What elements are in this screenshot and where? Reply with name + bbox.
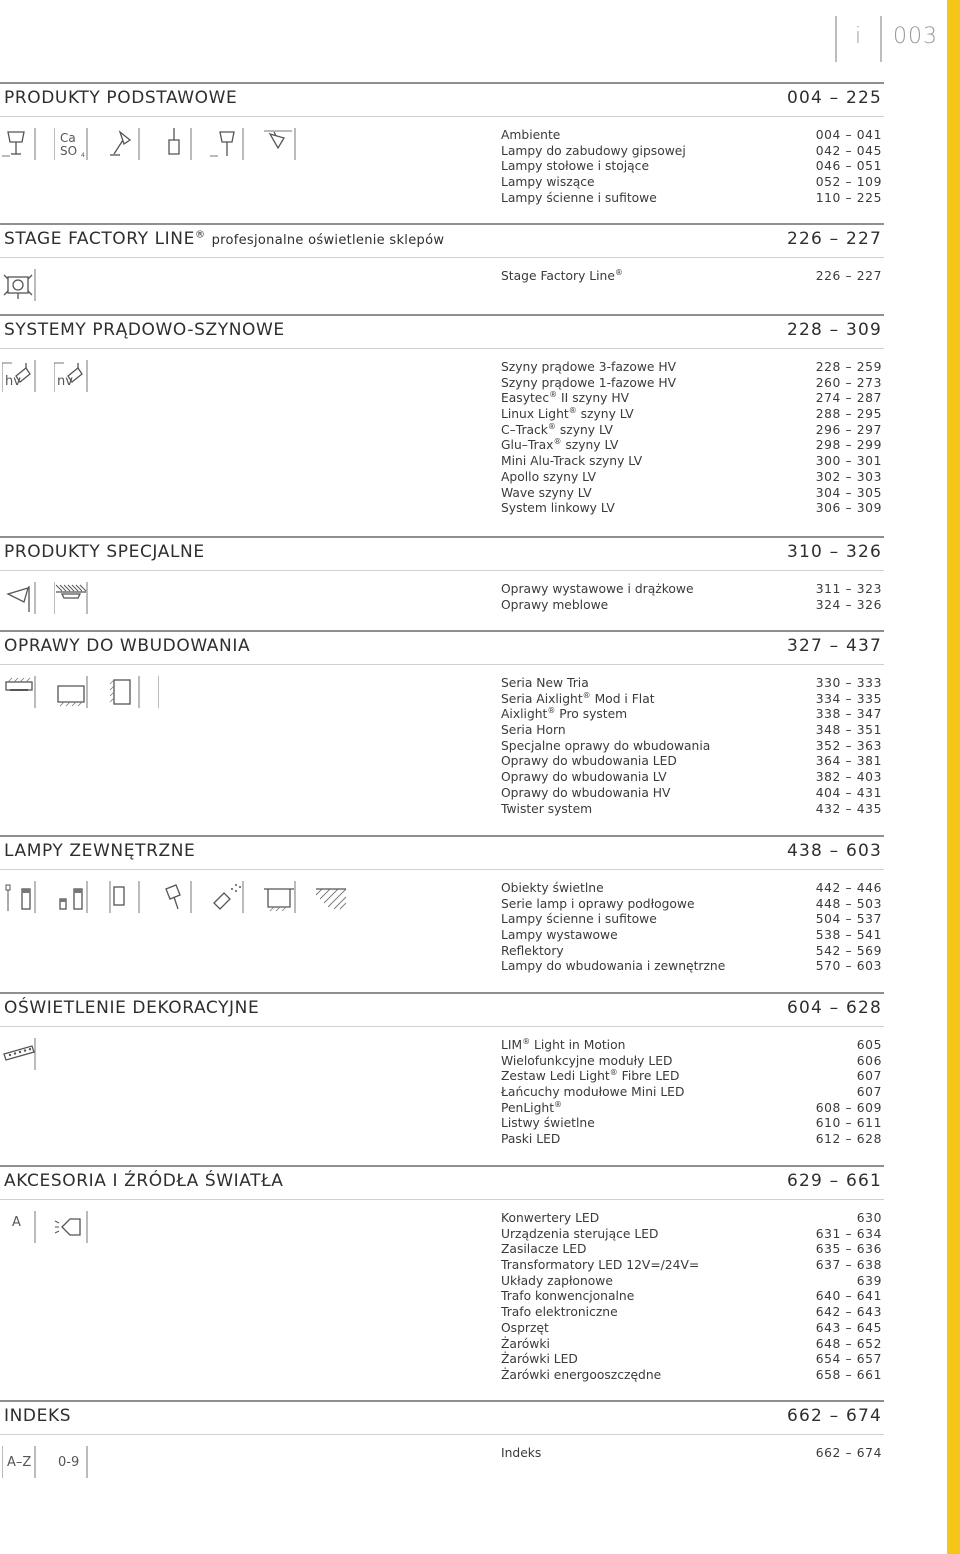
section-items xyxy=(501,269,882,285)
list-item: Zestaw Ledi Light® Fibre LED 607 xyxy=(501,1068,882,1084)
list-item: Seria Aixlight® Mod i Flat 334 – 335 xyxy=(501,690,882,706)
bollard-icon xyxy=(2,881,36,913)
section-items xyxy=(501,1038,882,1148)
furniture-light-icon xyxy=(54,582,88,614)
section-page-range: 604 – 628 xyxy=(786,998,882,1018)
list-item: Lampy wiszące 052 – 109 xyxy=(501,175,882,190)
list-item: Szyny prądowe 1-fazowe HV 260 – 273 xyxy=(501,375,882,390)
list-item: Osprzęt 643 – 645 xyxy=(501,1320,882,1335)
track-hv-icon: hv xyxy=(2,360,36,392)
list-item: Ambiente 004 – 041 xyxy=(501,128,882,142)
chapter-label: i xyxy=(854,24,862,49)
list-item: Listwy świetlne 610 – 611 xyxy=(501,1116,882,1131)
section-title: PRODUKTY SPECJALNE xyxy=(4,542,205,562)
list-item: Żarówki LED 654 – 657 xyxy=(501,1352,882,1367)
section-page-range: 629 – 661 xyxy=(786,1171,882,1191)
section-subrule xyxy=(0,1026,884,1027)
section-subrule xyxy=(0,1434,884,1435)
list-item: Mini Alu-Track szyny LV 300 – 301 xyxy=(501,454,882,469)
section-items xyxy=(501,582,882,613)
list-item: Konwertery LED 630 xyxy=(501,1211,882,1225)
list-item: Łańcuchy modułowe Mini LED 607 xyxy=(501,1085,882,1100)
ground-recessed-icon xyxy=(262,881,296,913)
section-page-range: 228 – 309 xyxy=(786,320,882,340)
list-item: Apollo szyny LV 302 – 303 xyxy=(501,469,882,484)
section-rule xyxy=(0,992,884,994)
list-item: Urządzenia sterujące LED 631 – 634 xyxy=(501,1226,882,1241)
list-item: Oprawy do wbudowania LV 382 – 403 xyxy=(501,770,882,785)
list-item: Lampy ścienne i sufitowe 504 – 537 xyxy=(501,912,882,927)
section-icons xyxy=(2,881,366,915)
list-item: Reflektory 542 – 569 xyxy=(501,943,882,958)
section-items xyxy=(501,360,882,517)
list-item: Zasilacze LED 635 – 636 xyxy=(501,1242,882,1257)
list-item: Żarówki 648 – 652 xyxy=(501,1336,882,1351)
list-item: LIM® Light in Motion 605 xyxy=(501,1036,882,1052)
section-title: AKCESORIA I ŹRÓDŁA ŚWIATŁA xyxy=(4,1171,284,1191)
list-item: Obiekty świetlne 442 – 446 xyxy=(501,881,882,895)
recessed-wall-icon xyxy=(106,676,140,708)
section-subrule xyxy=(0,664,884,665)
section-page-range: 310 – 326 xyxy=(786,542,882,562)
display-light-icon xyxy=(2,582,36,614)
section-icons xyxy=(2,1446,106,1480)
section-page-range: 226 – 227 xyxy=(786,229,882,249)
section-items xyxy=(501,881,882,975)
list-item: Oprawy wystawowe i drążkowe 311 – 323 xyxy=(501,582,882,596)
section-subrule xyxy=(0,869,884,870)
svg-text:SO: SO xyxy=(60,144,78,158)
list-item: PenLight® 608 – 609 xyxy=(501,1099,882,1115)
section-title: OŚWIETLENIE DEKORACYJNE xyxy=(4,998,260,1018)
spotlight-icon xyxy=(2,269,36,301)
table-lamp-icon xyxy=(106,128,140,160)
led-strip-icon xyxy=(2,1038,36,1070)
list-item: Trafo konwencjonalne 640 – 641 xyxy=(501,1289,882,1304)
index-az-icon: A–Z xyxy=(7,1455,32,1470)
section-icons xyxy=(2,582,106,616)
list-item: Twister system 432 – 435 xyxy=(501,801,882,816)
recessed-floor-icon xyxy=(158,676,192,708)
list-item: Lampy ścienne i sufitowe 110 – 225 xyxy=(501,190,882,205)
list-item: System linkowy LV 306 – 309 xyxy=(501,501,882,516)
section-subtitle: profesjonalne oświetlenie sklepów xyxy=(211,233,445,248)
section-title: SYSTEMY PRĄDOWO-SZYNOWE xyxy=(4,320,285,340)
list-item: Glu–Trax® szyny LV 298 – 299 xyxy=(501,437,882,453)
section-subrule xyxy=(0,1199,884,1200)
section-icons xyxy=(2,1038,54,1072)
section-icons xyxy=(2,1211,106,1245)
list-item: Lampy do zabudowy gipsowej 042 – 045 xyxy=(501,143,882,158)
recessed-ceiling-icon xyxy=(2,676,36,708)
section-items xyxy=(501,676,882,817)
section-items xyxy=(501,128,882,206)
list-item: Układy zapłonowe 639 xyxy=(501,1273,882,1288)
list-item: Easytec® II szyny HV 274 – 287 xyxy=(501,390,882,406)
list-item: Wielofunkcyjne moduły LED 606 xyxy=(501,1053,882,1068)
garden-lights-icon xyxy=(54,881,88,913)
list-item: Lampy do wbudowania i zewnętrzne 570 – 603 xyxy=(501,959,882,974)
page-number: 003 xyxy=(893,24,938,49)
list-item: Indeks 662 – 674 xyxy=(501,1446,882,1460)
spray-spot-icon xyxy=(210,881,244,913)
recessed-downlight-icon xyxy=(54,676,88,708)
section-page-range: 438 – 603 xyxy=(786,841,882,861)
list-item: Serie lamp i oprawy podłogowe 448 – 503 xyxy=(501,896,882,911)
section-title: STAGE FACTORY LINE® profesjonalne oświetlenie sklepów xyxy=(4,229,445,249)
section-title: OPRAWY DO WBUDOWANIA xyxy=(4,636,251,656)
section-icons xyxy=(2,676,210,710)
list-item: Paski LED 612 – 628 xyxy=(501,1132,882,1147)
list-item: Trafo elektroniczne 642 – 643 xyxy=(501,1305,882,1320)
bulb-light-icon xyxy=(54,1211,88,1243)
floor-lamp-icon xyxy=(210,128,244,160)
header-divider xyxy=(835,16,837,62)
list-item: Żarówki energooszczędne 658 – 661 xyxy=(501,1367,882,1382)
section-items xyxy=(501,1446,882,1462)
outdoor-wall-icon xyxy=(106,881,140,913)
list-item: Oprawy do wbudowania LED 364 – 381 xyxy=(501,754,882,769)
section-rule xyxy=(0,82,884,84)
outdoor-spot-icon xyxy=(158,881,192,913)
accent-sidebar xyxy=(947,0,960,1554)
page-header xyxy=(0,0,947,80)
section-page-range: 004 – 225 xyxy=(786,88,882,108)
section-items xyxy=(501,1211,882,1384)
accessory-a-icon: A xyxy=(12,1215,21,1230)
svg-text:Ca: Ca xyxy=(60,131,76,145)
section-title: LAMPY ZEWNĘTRZNE xyxy=(4,841,196,861)
section-subrule xyxy=(0,570,884,571)
section-rule xyxy=(0,1165,884,1167)
section-icons xyxy=(2,269,54,303)
section-icons xyxy=(2,360,106,394)
section-rule xyxy=(0,630,884,632)
list-item: Lampy wystawowe 538 – 541 xyxy=(501,928,882,943)
section-rule xyxy=(0,314,884,316)
list-item: Stage Factory Line® 226 – 227 xyxy=(501,267,882,283)
section-subrule xyxy=(0,257,884,258)
list-item: Seria Horn 348 – 351 xyxy=(501,723,882,738)
list-item: Seria New Tria 330 – 333 xyxy=(501,676,882,690)
list-item: Aixlight® Pro system 338 – 347 xyxy=(501,706,882,722)
list-item: Linux Light® szyny LV 288 – 295 xyxy=(501,405,882,422)
svg-text:4: 4 xyxy=(81,152,85,159)
outdoor-ceiling-icon xyxy=(314,881,348,913)
section-rule xyxy=(0,1400,884,1402)
section-title: INDEKS xyxy=(4,1406,72,1426)
section-rule xyxy=(0,223,884,225)
list-item: Oprawy meblowe 324 – 326 xyxy=(501,597,882,612)
list-item: Oprawy do wbudowania HV 404 – 431 xyxy=(501,785,882,800)
section-title: PRODUKTY PODSTAWOWE xyxy=(4,88,238,108)
section-icons xyxy=(2,128,314,162)
list-item: Szyny prądowe 3-fazowe HV 228 – 259 xyxy=(501,360,882,374)
section-page-range: 327 – 437 xyxy=(786,636,882,656)
gypsum-ca-so4-icon xyxy=(54,128,88,160)
list-item: Specjalne oprawy do wbudowania 352 – 363 xyxy=(501,738,882,753)
list-item: Lampy stołowe i stojące 046 – 051 xyxy=(501,159,882,174)
wall-ceiling-lamp-icon xyxy=(262,128,296,160)
pendant-lamp-icon xyxy=(158,128,192,160)
section-subrule xyxy=(0,116,884,117)
list-item: Transformatory LED 12V=/24V= 637 – 638 xyxy=(501,1258,882,1273)
list-item: C–Track® szyny LV 296 – 297 xyxy=(501,421,882,437)
track-nv-icon: nv xyxy=(54,360,88,392)
index-09-icon: 0-9 xyxy=(58,1455,80,1470)
desk-lamp-icon xyxy=(2,128,36,160)
section-rule xyxy=(0,835,884,837)
section-rule xyxy=(0,536,884,538)
header-divider xyxy=(880,16,882,62)
section-subrule xyxy=(0,348,884,349)
section-page-range: 662 – 674 xyxy=(786,1406,882,1426)
list-item: Wave szyny LV 304 – 305 xyxy=(501,485,882,500)
